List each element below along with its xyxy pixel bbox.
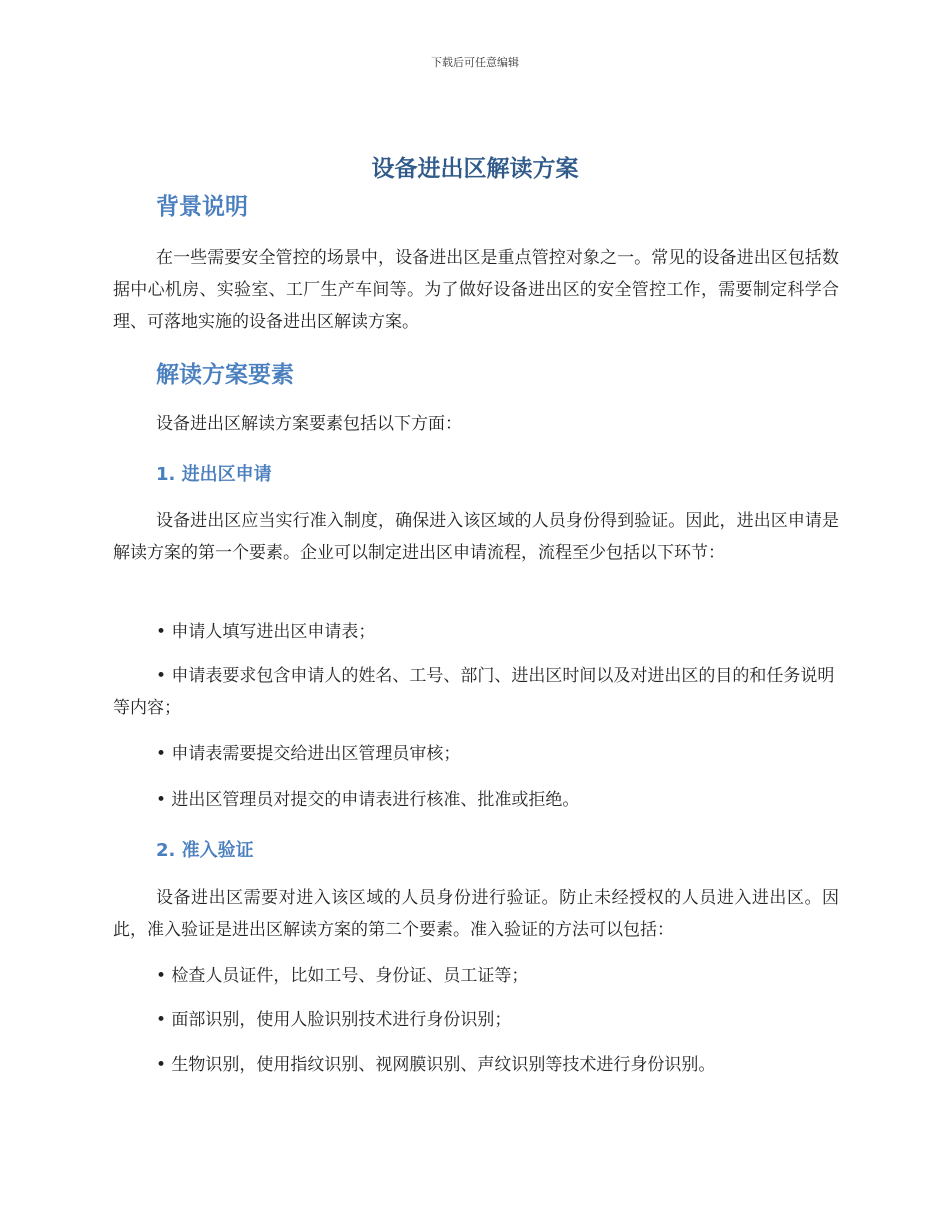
verification-bullet: • 生物识别，使用指纹识别、视网膜识别、声纹识别等技术进行身份识别。 (156, 1055, 716, 1075)
document-title: 设备进出区解读方案 (371, 156, 579, 182)
application-bullet: • 申请表要求包含申请人的姓名、工号、部门、进出区时间以及对进出区的目的和任务说明等内容； (113, 666, 835, 718)
header-note: 下载后可任意编辑 (431, 56, 519, 69)
section-heading-elements: 解读方案要素 (156, 362, 294, 388)
verification-bullet: • 面部识别，使用人脸识别技术进行身份识别； (156, 1010, 512, 1030)
verification-bullet: • 检查人员证件，比如工号、身份证、员工证等； (156, 966, 529, 986)
application-bullet: • 申请人填写进出区申请表； (156, 622, 376, 642)
application-paragraph: 设备进出区应当实行准入制度，确保进入该区域的人员身份得到验证。因此，进出区申请是解读方案的第一个要素。企业可以制定进出区申请流程，流程至少包括以下环节： (113, 511, 839, 563)
application-bullet: • 申请表需要提交给进出区管理员审核； (156, 744, 461, 764)
subheading-access-verification: 2. 准入验证 (156, 840, 254, 861)
background-paragraph: 在一些需要安全管控的场景中，设备进出区是重点管控对象之一。常见的设备进出区包括数据中心机房、实验室、工厂生产车间等。为了做好设备进出区的安全管控工作，需要制定科学合理、可落地实施的设备进出区解读方案。 (113, 248, 839, 332)
elements-intro: 设备进出区解读方案要素包括以下方面： (156, 414, 462, 434)
application-bullet: • 进出区管理员对提交的申请表进行核准、批准或拒绝。 (156, 790, 580, 810)
subheading-application: 1. 进出区申请 (156, 464, 272, 485)
verification-paragraph: 设备进出区需要对进入该区域的人员身份进行验证。防止未经授权的人员进入进出区。因此，准入验证是进出区解读方案的第二个要素。准入验证的方法可以包括： (113, 888, 839, 940)
section-heading-background: 背景说明 (156, 194, 248, 220)
